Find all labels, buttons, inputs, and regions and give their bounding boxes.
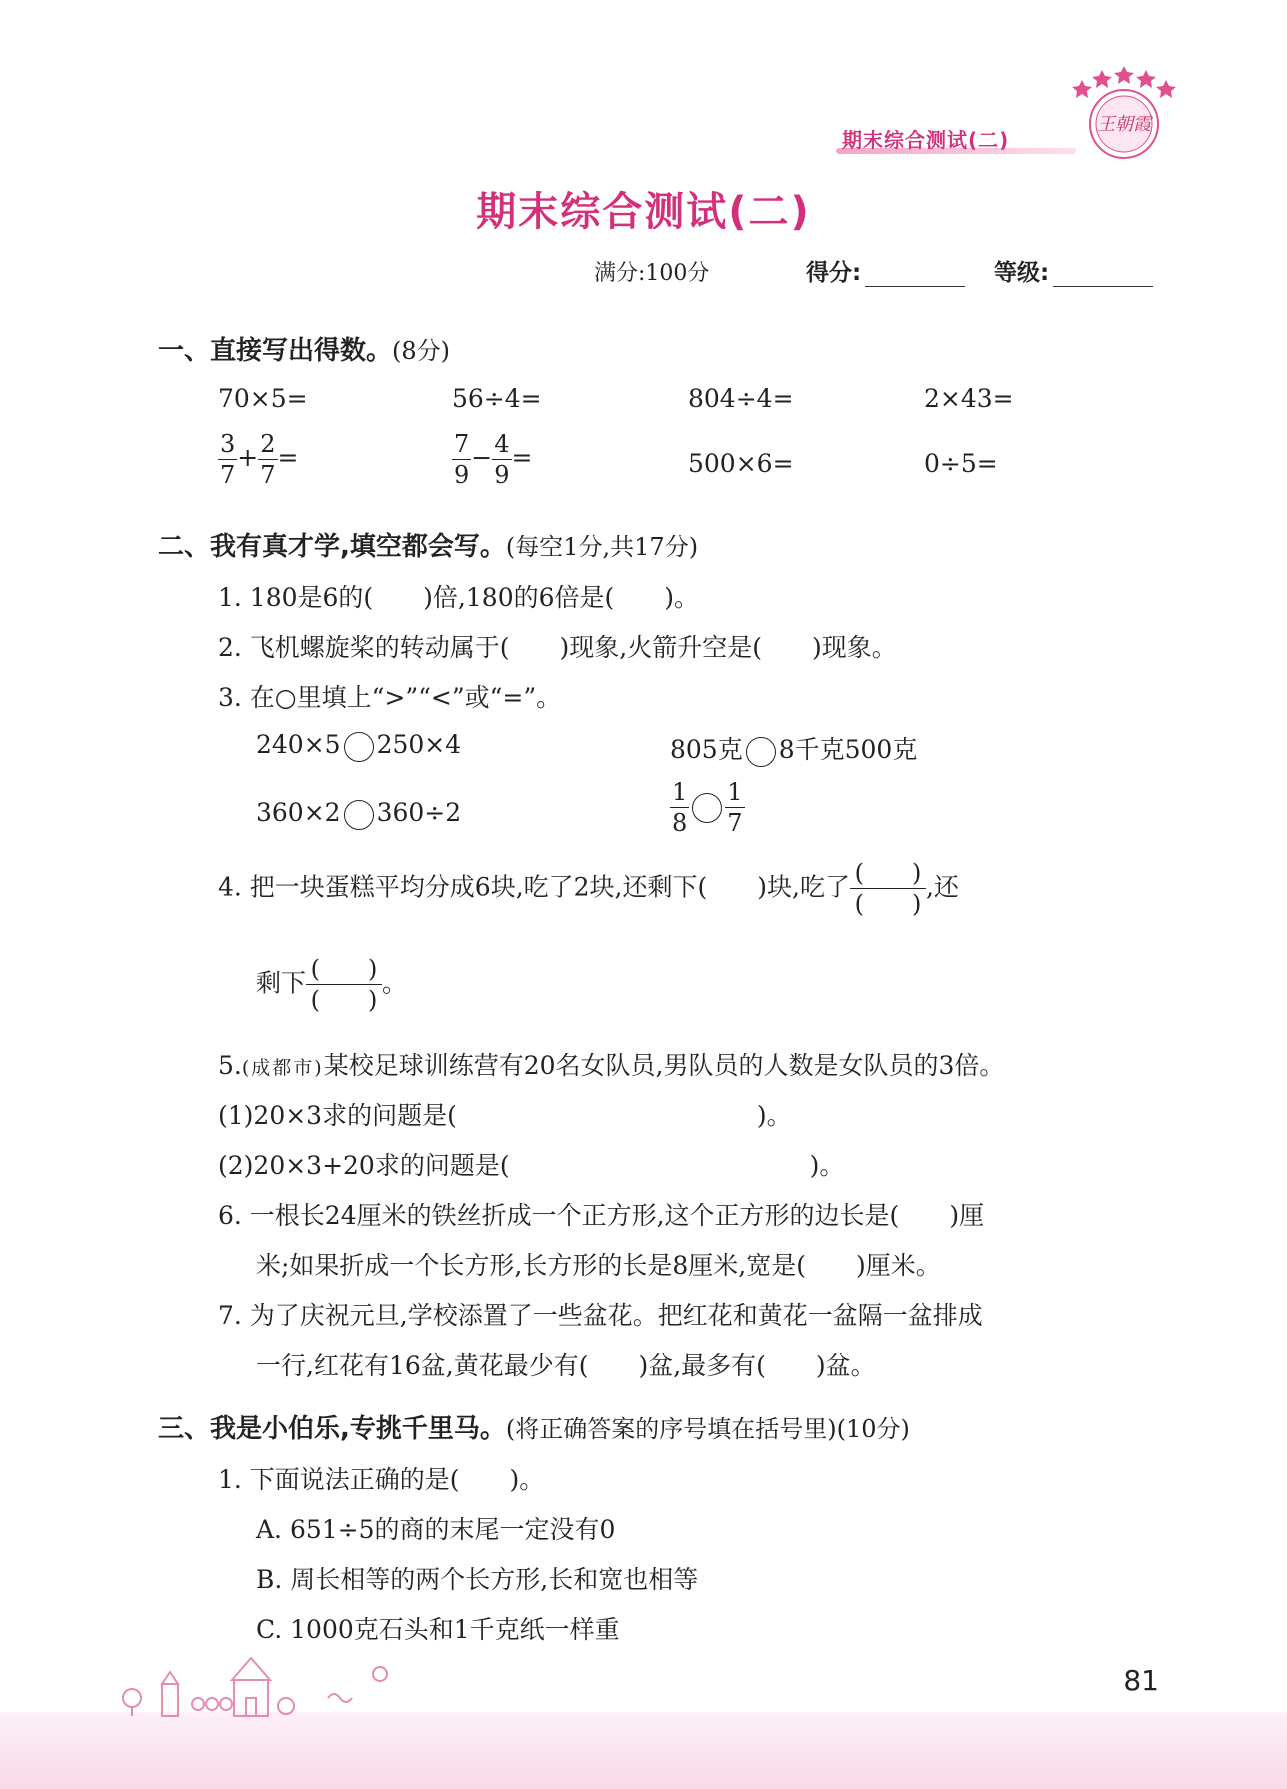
fraction: $\frac{3}{7}$	[220, 430, 236, 489]
grade-field	[994, 254, 1153, 287]
fraction: $\frac{1}{8}$	[672, 778, 688, 837]
publisher-seal	[1064, 62, 1184, 162]
compare-item: 240×5 250×4	[256, 730, 461, 762]
question-2-5: 5.(成都市)某校足球训练营有20名女队员,男队员的人数是女队员的3倍。	[218, 1051, 1005, 1080]
question-2-4-cont: 剩下 $\frac{( )}{( )}$ 。	[256, 955, 408, 1015]
star-icon	[1072, 80, 1092, 98]
full-marks: 满分:100分	[594, 261, 710, 286]
star-icon	[1114, 66, 1134, 84]
score-blank[interactable]	[865, 264, 965, 287]
question-2-5-sub-1: (1)20×3求的问题是( )。	[218, 1101, 792, 1130]
calc-item: 56÷4=	[452, 384, 542, 413]
compare-circle[interactable]	[746, 737, 776, 767]
page-number: 81	[1123, 1664, 1159, 1697]
calc-item: 804÷4=	[688, 384, 794, 413]
calc-item: 0÷5=	[924, 449, 998, 478]
option-b: B. 周长相等的两个长方形,长和宽也相等	[256, 1565, 699, 1594]
question-2-1: 1. 180是6的( )倍,180的6倍是( )。	[218, 583, 700, 612]
fraction-calc-1: $\frac{3}{7}$ + $\frac{2}{7}$ =	[220, 430, 299, 489]
question-2-6-cont: 米;如果折成一个长方形,长方形的长是8厘米,宽是( )厘米。	[256, 1251, 941, 1280]
region-tag: (成都市)	[241, 1057, 324, 1079]
grade-blank[interactable]	[1053, 264, 1153, 287]
question-2-7: 7. 为了庆祝元旦,学校添置了一些盆花。把红花和黄花一盆隔一盆排成	[218, 1301, 983, 1330]
calc-item: 2×43=	[924, 384, 1014, 413]
question-3-1: 1. 下面说法正确的是( )。	[218, 1465, 545, 1494]
fraction: $\frac{7}{9}$	[454, 430, 470, 489]
score-field	[806, 254, 965, 287]
score-label: 得分:	[806, 260, 862, 286]
calc-item: 70×5=	[218, 384, 308, 413]
question-2-4: 4. 把一块蛋糕平均分成6块,吃了2块,还剩下( )块,吃了 $\frac{( )}{( )}$ ,还	[218, 859, 959, 919]
section-3-heading: 三、我是小伯乐,专挑千里马。(将正确答案的序号填在括号里)(10分)	[158, 1414, 910, 1444]
compare-circle[interactable]	[344, 732, 374, 762]
svg-text:王朝霞: 王朝霞	[1097, 114, 1151, 135]
compare-item: 805克 8千克500克	[670, 730, 917, 767]
option-c: C. 1000克石头和1千克纸一样重	[256, 1615, 620, 1644]
fraction-calc-2: $\frac{7}{9}$ − $\frac{4}{9}$ =	[454, 430, 533, 489]
section-1-heading: 一、直接写出得数。(8分)	[158, 336, 451, 366]
blank-fraction[interactable]: $\frac{( )}{( )}$	[306, 956, 382, 1014]
question-2-3: 3. 在○里填上“>”“<”或“=”。	[218, 683, 562, 712]
calc-item: 500×6=	[688, 449, 794, 478]
compare-circle[interactable]	[344, 800, 374, 830]
fraction: $\frac{1}{7}$	[727, 778, 743, 837]
compare-item	[670, 780, 745, 835]
fraction: $\frac{2}{7}$	[260, 430, 276, 489]
option-a: A. 651÷5的商的末尾一定没有0	[256, 1515, 616, 1544]
star-icon	[1092, 70, 1112, 88]
question-2-7-cont: 一行,红花有16盆,黄花最少有( )盆,最多有( )盆。	[256, 1351, 876, 1380]
star-icon	[1156, 80, 1176, 98]
fraction: $\frac{4}{9}$	[494, 430, 510, 489]
footer-band	[0, 1712, 1287, 1789]
star-icon	[1136, 70, 1156, 88]
grade-label: 等级:	[994, 260, 1050, 286]
compare-item: 360×2 360÷2	[256, 798, 461, 830]
header-section-label: 期末综合测试(二)	[842, 128, 1010, 152]
section-2-heading: 二、我有真才学,填空都会写。(每空1分,共17分)	[158, 532, 699, 562]
page-title: 期末综合测试(二)	[476, 189, 811, 235]
question-2-6: 6. 一根长24厘米的铁丝折成一个正方形,这个正方形的边长是( )厘	[218, 1201, 985, 1230]
question-2-5-sub-2: (2)20×3+20求的问题是( )。	[218, 1151, 845, 1180]
footer-illustration	[118, 1640, 438, 1720]
question-2-2: 2. 飞机螺旋桨的转动属于( )现象,火箭升空是( )现象。	[218, 633, 897, 662]
blank-fraction[interactable]: $\frac{( )}{( )}$	[850, 860, 926, 918]
compare-circle[interactable]	[692, 793, 722, 823]
